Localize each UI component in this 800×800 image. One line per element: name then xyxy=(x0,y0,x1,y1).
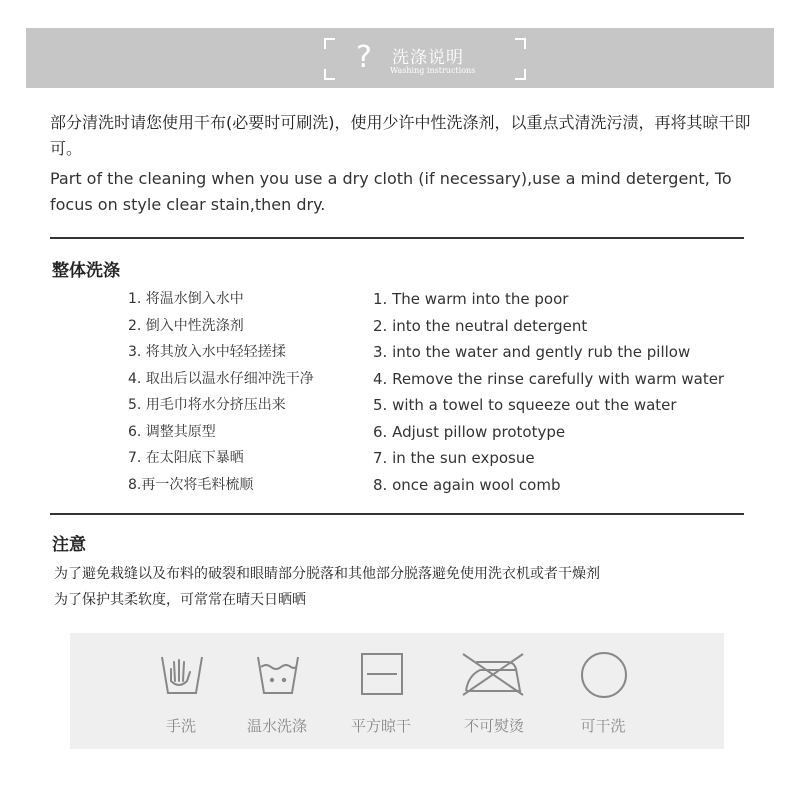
list-item: 8.再一次将毛料梳顺 xyxy=(128,476,254,493)
list-item: 6. 调整其原型 xyxy=(128,423,216,440)
list-item: 4. 取出后以温水仔细冲洗干净 xyxy=(128,370,314,387)
dry-flat-icon xyxy=(359,651,405,697)
care-label: 温水洗涤 xyxy=(246,717,307,735)
care-label: 不可熨烫 xyxy=(463,717,524,735)
notice-title: 注意 xyxy=(52,535,86,555)
list-item: 7. in the sun exposue xyxy=(373,449,535,467)
list-item: 3. 将其放入水中轻轻搓揉 xyxy=(128,344,286,360)
warm-water-wash-icon xyxy=(255,651,301,697)
frame-corner xyxy=(515,69,526,80)
divider xyxy=(50,237,744,239)
intro-section xyxy=(50,110,760,218)
notice-line: 为了避免栽缝以及布料的破裂和眼睛部分脱落和其他部分脱落避免使用洗衣机或者干燥剂 xyxy=(54,566,600,582)
steps-zh-list xyxy=(128,288,348,500)
care-symbols-panel xyxy=(70,633,724,749)
page-subtitle: Washing instructions xyxy=(390,66,476,75)
intro-text-en: Part of the cleaning when you use a dry cloth (if necessary),use a mind detergent, To focus on style clear stain,then dry. xyxy=(50,169,732,214)
notice-line: 为了保护其柔软度，可常常在晴天日晒晒 xyxy=(54,592,306,608)
list-item: 5. 用毛巾将水分挤压出来 xyxy=(128,397,286,413)
question-icon: ? xyxy=(356,40,372,75)
list-item: 7. 在太阳底下暴晒 xyxy=(128,450,244,466)
page-title: 洗涤说明 xyxy=(392,48,464,68)
list-item: 2. into the neutral detergent xyxy=(373,316,588,335)
steps-en-list xyxy=(373,288,773,500)
list-item: 6. Adjust pillow prototype xyxy=(373,422,566,441)
title-box xyxy=(324,38,526,80)
frame-corner xyxy=(324,38,335,49)
header-bar xyxy=(26,28,774,88)
list-item: 1. The warm into the poor xyxy=(373,290,569,308)
list-item: 3. into the water and gently rub the pillow xyxy=(373,343,691,361)
list-item: 4. Remove the rinse carefully with warm water xyxy=(373,369,725,388)
care-label: 手洗 xyxy=(165,717,196,735)
care-label: 可干洗 xyxy=(580,717,626,735)
divider xyxy=(50,513,744,515)
list-item: 8. once again wool comb xyxy=(373,475,561,494)
list-item: 1. 将温水倒入水中 xyxy=(128,291,244,307)
do-not-iron-icon xyxy=(460,651,526,697)
dry-clean-icon xyxy=(580,651,628,699)
hand-wash-icon xyxy=(159,651,205,697)
frame-corner xyxy=(515,38,526,49)
intro-text-zh: 部分清洗时请您使用干布(必要时可刷洗)，使用少许中性洗涤剂，以重点式清洗污渍，再将其晾干即可。 xyxy=(50,113,751,158)
list-item: 2. 倒入中性洗涤剂 xyxy=(128,317,244,334)
whole-wash-title: 整体洗涤 xyxy=(52,261,120,281)
care-label: 平方晾干 xyxy=(350,717,411,735)
frame-corner xyxy=(324,69,335,80)
notice-text xyxy=(54,561,754,613)
list-item: 5. with a towel to squeeze out the water xyxy=(373,396,677,414)
